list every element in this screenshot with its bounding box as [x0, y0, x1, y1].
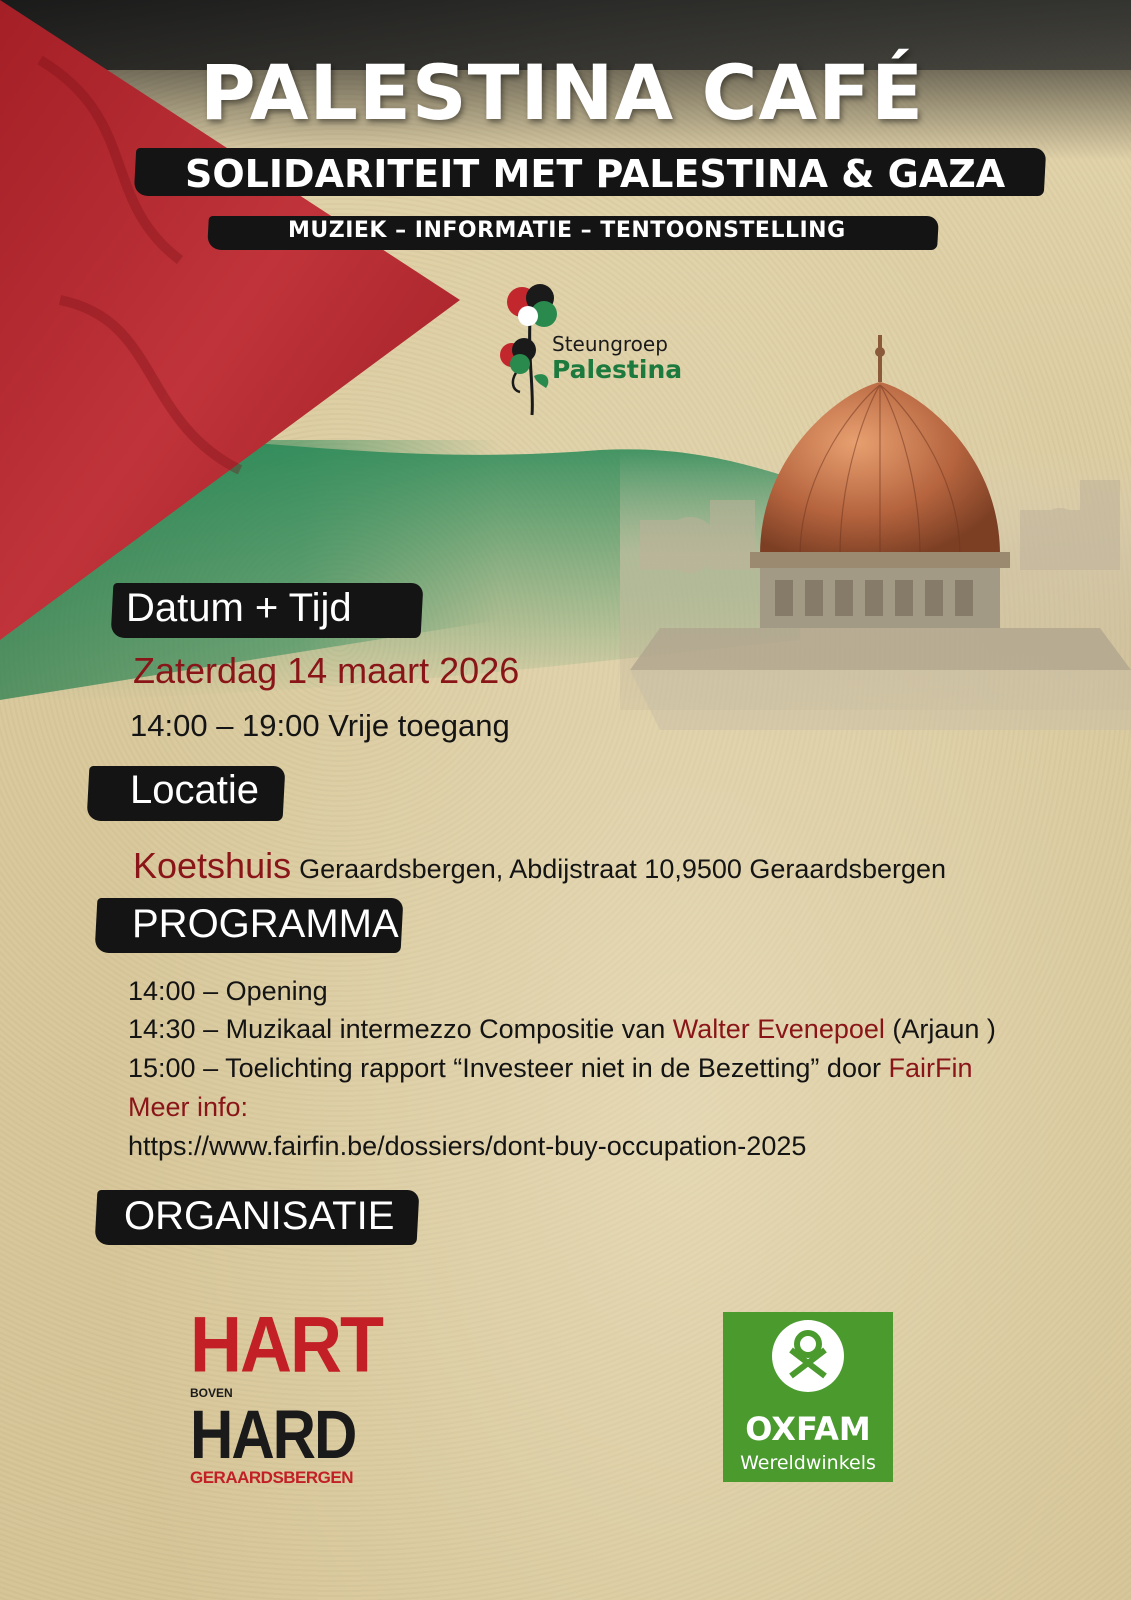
event-date: Zaterdag 14 maart 2026	[133, 650, 520, 691]
program-item-artist: Walter Evenepoel	[672, 1014, 885, 1044]
event-location	[133, 845, 946, 887]
program-item	[128, 1014, 996, 1045]
steungroep-palestina-logo	[490, 280, 690, 420]
oxfam-sub: Wereldwinkels	[740, 1452, 876, 1474]
hart-logo-line3: GERAARDSBERGEN	[190, 1468, 354, 1487]
oxfam-wereldwinkels-logo	[723, 1312, 893, 1482]
oxfam-symbol-icon	[723, 1312, 893, 1412]
oxfam-name: OXFAM	[745, 1410, 871, 1448]
program-item	[128, 976, 328, 1007]
program-item-suffix: (Arjaun )	[884, 1014, 996, 1044]
organisatie-heading: ORGANISATIE	[124, 1194, 395, 1238]
poster-tagline: MUZIEK – INFORMATIE – TENTOONSTELLING	[288, 218, 846, 243]
programma-heading: PROGRAMMA	[132, 902, 399, 946]
datum-tijd-heading: Datum + Tijd	[126, 586, 352, 630]
locatie-heading: Locatie	[130, 768, 259, 812]
poster-subtitle: SOLIDARITEIT MET PALESTINA & GAZA	[185, 152, 1006, 196]
poster-title: PALESTINA CAFÉ	[200, 48, 925, 137]
program-item-text: 15:00 – Toelichting rapport “Investeer niet in de Bezetting” door	[128, 1053, 889, 1083]
program-item-org: FairFin	[888, 1053, 973, 1083]
more-info-link[interactable]: https://www.fairfin.be/dossiers/dont-buy-occupation-2025	[128, 1131, 807, 1161]
hart-logo-line2: HARD	[190, 1395, 356, 1474]
venue-name: Koetshuis	[133, 845, 292, 886]
more-info-label: Meer info:	[128, 1092, 249, 1122]
hart-boven-hard-logo	[190, 1301, 382, 1490]
program-item-text: 14:00 – Opening	[128, 976, 328, 1006]
hart-logo-line1: HART	[190, 1301, 382, 1389]
logo-text-steungroep: Steungroep	[552, 332, 668, 356]
logo-text-palestina: Palestina	[552, 355, 683, 384]
event-time: 14:00 – 19:00 Vrije toegang	[130, 708, 510, 743]
program-item-text: 14:30 – Muzikaal intermezzo Compositie van	[128, 1014, 673, 1044]
program-item	[128, 1053, 973, 1084]
venue-address: Geraardsbergen, Abdijstraat 10,9500 Geraardsbergen	[299, 854, 947, 884]
hart-logo-small: BOVEN	[190, 1386, 233, 1400]
